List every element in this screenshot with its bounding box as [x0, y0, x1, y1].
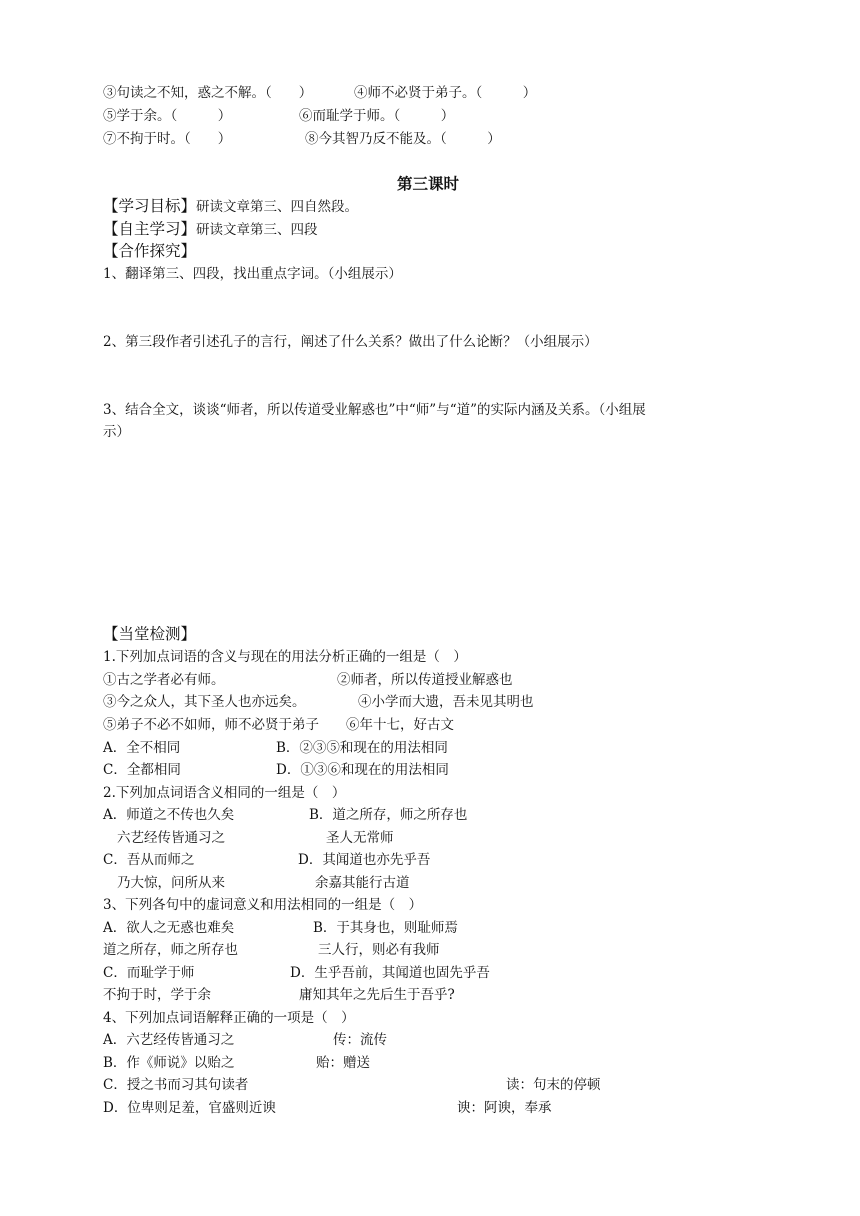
- cooperation-label: 【合作探究】: [103, 242, 197, 260]
- cooperation-q3-line2: 示）: [103, 424, 130, 440]
- objective-row: [103, 197, 358, 216]
- item-5: ⑤学于余。（ ）: [103, 108, 232, 124]
- self-study-text: 研读文章第三、四段: [196, 222, 318, 238]
- quiz-q2-a1: A．师道之不传也久矣: [103, 807, 235, 823]
- item-6: ⑥而耻学于师。（ ）: [299, 108, 455, 124]
- quiz-q2-b2: 圣人无常师: [326, 830, 394, 846]
- self-study-label: 【自主学习】: [103, 220, 197, 238]
- quiz-q1-s1: ①古之学者必有师。: [103, 672, 225, 688]
- quiz-q4-option-c: C．授之书而习其句读者: [103, 1077, 249, 1093]
- quiz-q2-c1: C．吾从而师之: [103, 852, 195, 868]
- quiz-q4-note-c: 读：句末的停顿: [506, 1077, 601, 1093]
- quiz-q3-c1: C．而耻学于师: [103, 965, 195, 981]
- quiz-q1-option-b: B．②③⑤和现在的用法相同: [276, 740, 448, 756]
- quiz-q1-option-c: C．全都相同: [103, 762, 181, 778]
- cooperation-q2: 2、第三段作者引述孔子的言行，阐述了什么关系？做出了什么论断？（小组展示）: [103, 334, 598, 350]
- quiz-q4-option-d: D．位卑则足羞，官盛则近谀: [103, 1100, 276, 1116]
- quiz-q4-note-b: 贻：赠送: [316, 1055, 370, 1071]
- objective-text: 研读文章第三、四自然段。: [196, 199, 359, 215]
- quiz-q1-s5: ⑤弟子不必不如师，师不必贤于弟子: [103, 717, 319, 733]
- quiz-q4-option-b: B．作《师说》以贻之: [103, 1055, 235, 1071]
- quiz-q2-c2: 乃大惊，问所从来: [117, 875, 225, 891]
- item-8: ⑧今其智乃反不能及。（ ）: [305, 131, 501, 147]
- quiz-q2-a2: 六艺经传皆通习之: [117, 830, 225, 846]
- quiz-q1-option-a: A．全不相同: [103, 740, 181, 756]
- item-7: ⑦不拘于时。（ ）: [103, 131, 232, 147]
- quiz-q4-stem: 4、下列加点词语解释正确的一项是（ ）: [103, 1010, 355, 1026]
- self-study-row: [103, 220, 318, 239]
- item-4: ④师不必贤于弟子。（ ）: [354, 85, 537, 101]
- quiz-q1-s2: ②师者，所以传道授业解惑也: [337, 672, 513, 688]
- quiz-q3-b1: B．于其身也，则耻师焉: [313, 920, 458, 936]
- quiz-q1-s3: ③今之众人，其下圣人也亦远矣。: [103, 694, 306, 710]
- quiz-q3-d2: 庸知其年之先后生于吾乎?: [299, 987, 455, 1003]
- quiz-q1-s4: ④小学而大遗，吾未见其明也: [358, 694, 534, 710]
- quiz-q1-option-d: D．①③⑥和现在的用法相同: [276, 762, 449, 778]
- quiz-q3-d1: D．生乎吾前，其闻道也固先乎吾: [290, 965, 490, 981]
- quiz-q2-b1: B．道之所存，师之所存也: [309, 807, 468, 823]
- quiz-q1-stem: 1.下列加点词语的含义与现在的用法分析正确的一组是（ ）: [103, 649, 467, 665]
- quiz-q4-option-a: A．六艺经传皆通习之: [103, 1032, 235, 1048]
- cooperation-q1: 1、翻译第三、四段，找出重点字词。（小组展示）: [103, 266, 402, 282]
- quiz-q2-d1: D．其闻道也亦先乎吾: [298, 852, 431, 868]
- item-3: ③句读之不知，惑之不解。（ ）: [103, 85, 313, 101]
- quiz-q3-stem: 3、下列各句中的虚词意义和用法相同的一组是（ ）: [103, 897, 423, 913]
- quiz-q2-stem: 2.下列加点词语含义相同的一组是（ ）: [103, 785, 346, 801]
- lesson-title: 第三课时: [397, 174, 460, 193]
- cooperation-q3-line1: 3、结合全文，谈谈“师者，所以传道受业解惑也”中“师”与“道”的实际内涵及关系。（小组展: [103, 402, 646, 418]
- quiz-q3-b2: 三人行，则必有我师: [318, 942, 440, 958]
- quiz-q3-a2: 道之所存，师之所存也: [103, 942, 238, 958]
- quiz-q3-c2: 不拘于时，学于余: [103, 987, 211, 1003]
- objective-label: 【学习目标】: [103, 197, 197, 215]
- quiz-q1-s6: ⑥年十七，好古文: [346, 717, 454, 733]
- quiz-label: 【当堂检测】: [103, 625, 197, 643]
- quiz-q4-note-a: 传：流传: [333, 1032, 387, 1048]
- quiz-q2-d2: 余嘉其能行古道: [315, 875, 410, 891]
- quiz-q4-note-d: 谀：阿谀，奉承: [457, 1100, 552, 1116]
- quiz-q3-a1: A．欲人之无惑也难矣: [103, 920, 235, 936]
